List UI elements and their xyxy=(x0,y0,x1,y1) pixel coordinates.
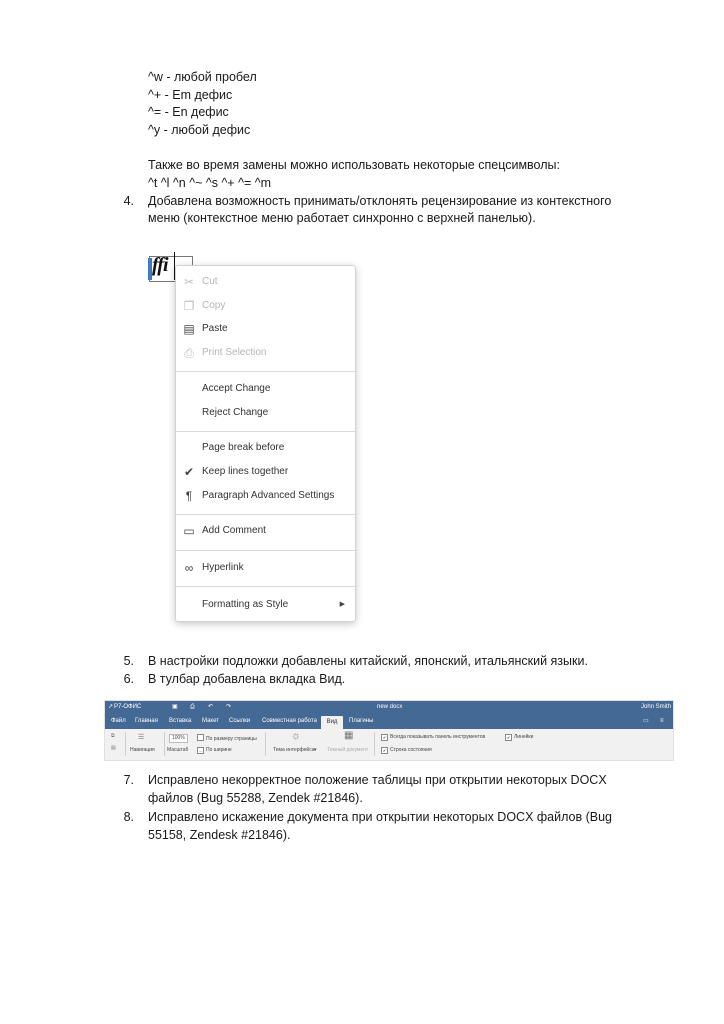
copy-icon: ❐ xyxy=(183,299,195,313)
dark-document-icon: ▦ xyxy=(344,730,354,741)
undo-icon[interactable]: ↶ xyxy=(208,704,214,710)
user-name[interactable]: John Smith xyxy=(641,704,672,710)
list-item-number: 8. xyxy=(123,810,134,824)
menu-separator xyxy=(176,431,355,432)
pilcrow-icon: ¶ xyxy=(185,489,193,503)
menu-item-accept-change[interactable]: Accept Change xyxy=(202,383,271,394)
menu-icon[interactable]: ≡ xyxy=(660,718,664,724)
doc-line: Также во время замены можно использовать некоторые спецсимволы: xyxy=(148,158,560,172)
menu-item-formatting-as-style[interactable]: Formatting as Style ▶ xyxy=(176,595,355,615)
checkmark-icon: ✔ xyxy=(382,748,387,753)
doc-line: ^w - любой пробел xyxy=(148,70,257,84)
print-icon[interactable]: ⎙ xyxy=(190,704,195,710)
fit-page-button[interactable]: По размеру страницы xyxy=(197,734,257,743)
doc-line: ^y - любой дефис xyxy=(148,123,251,137)
menu-separator xyxy=(176,371,355,372)
copy-style-icon[interactable]: ⧉ xyxy=(111,733,115,739)
list-item-text: Исправлено искажение документа при открытии некоторых DOCX файлов (Bug xyxy=(148,810,613,824)
menu-separator xyxy=(176,514,355,515)
always-show-toolbar-checkbox[interactable]: ✔ Всегда показывать панель инструментов xyxy=(382,734,486,740)
paste-style-icon[interactable]: ▤ xyxy=(111,745,116,751)
list-item-text: файлов (Bug 55288, Zendek #21846). xyxy=(148,791,363,805)
list-item-text: меню (контекстное меню работает синхронно с верхней панелью). xyxy=(148,211,536,225)
redo-icon[interactable]: ↷ xyxy=(226,704,232,710)
list-item-number: 6. xyxy=(123,672,134,686)
menu-item-paragraph-advanced-settings[interactable]: ¶ Paragraph Advanced Settings xyxy=(176,486,355,506)
fragment-text: ffi xyxy=(152,254,168,276)
menu-item-hyperlink[interactable]: ∞ Hyperlink xyxy=(176,558,355,578)
tab-bar xyxy=(105,714,673,729)
menu-separator xyxy=(176,586,355,587)
list-item-text: Добавлена возможность принимать/отклонять рецензирование из контекстного xyxy=(148,194,612,208)
comment-icon: ▭ xyxy=(183,524,195,538)
fit-width-button[interactable]: ↔ По ширине xyxy=(198,747,232,753)
checkmark-icon: ✔ xyxy=(183,465,195,479)
dark-document-button[interactable]: Темный документ xyxy=(327,747,369,753)
list-item-number: 5. xyxy=(123,654,134,668)
scissors-icon: ✂ xyxy=(183,275,195,289)
fit-width-icon: ↔ xyxy=(198,748,203,753)
open-location-icon[interactable]: ▭ xyxy=(643,718,649,724)
sun-icon: ☼ xyxy=(291,730,302,742)
app-name: Р7-ОФИС xyxy=(114,704,142,710)
tab-references[interactable]: Ссылки xyxy=(229,718,251,724)
list-item-text: Исправлено некорректное положение таблицы при открытии некоторых DOCX xyxy=(148,773,607,787)
menu-item-keep-lines-together[interactable]: ✔ Keep lines together xyxy=(176,462,355,482)
checkmark-icon: ✔ xyxy=(382,735,387,740)
tab-layout[interactable]: Макет xyxy=(202,718,219,724)
toolbar-screenshot xyxy=(104,700,674,761)
interface-theme-button[interactable]: Тема интерфейса xyxy=(273,747,315,753)
tab-collaboration[interactable]: Совместная работа xyxy=(262,718,317,724)
status-bar-checkbox[interactable]: ✔ Строка состояния xyxy=(382,747,432,753)
menu-item-page-break-before[interactable]: Page break before xyxy=(202,442,285,453)
navigation-icon[interactable]: ☰ xyxy=(138,734,145,741)
menu-item-add-comment[interactable]: ▭ Add Comment xyxy=(176,521,355,541)
list-item-text: В настройки подложки добавлены китайский, японский, итальянский языки. xyxy=(148,654,588,668)
link-icon: ∞ xyxy=(184,561,194,575)
menu-separator xyxy=(176,550,355,551)
tab-plugins[interactable]: Плагины xyxy=(349,718,374,724)
app-logo: ↗ xyxy=(108,704,114,710)
triangle-right-icon: ▶ xyxy=(339,601,345,608)
list-item-number: 7. xyxy=(123,773,134,787)
tab-file[interactable]: Файл xyxy=(111,718,126,724)
zoom-select[interactable]: 100% xyxy=(169,734,188,743)
document-title: new docx xyxy=(377,704,403,710)
context-menu xyxy=(175,265,356,622)
chevron-down-icon[interactable]: ▾ xyxy=(314,747,317,753)
menu-item-copy[interactable]: ❐ Copy xyxy=(176,296,355,316)
menu-item-cut[interactable]: ✂ Cut xyxy=(176,272,355,292)
menu-item-reject-change[interactable]: Reject Change xyxy=(202,407,269,418)
tab-insert[interactable]: Вставка xyxy=(169,718,192,724)
paste-icon: ▤ xyxy=(183,322,195,336)
printer-icon: ⎙ xyxy=(184,346,194,360)
doc-line: ^t ^l ^n ^~ ^s ^+ ^= ^m xyxy=(148,176,271,190)
list-item-text: В тулбар добавлена вкладка Вид. xyxy=(148,672,346,686)
zoom-label: Масштаб xyxy=(167,747,189,753)
checkmark-icon: ✔ xyxy=(506,735,511,740)
tab-view[interactable]: Вид xyxy=(321,716,343,729)
rulers-checkbox[interactable]: ✔ Линейки xyxy=(506,734,534,740)
title-bar xyxy=(105,701,673,714)
view-tab-panel xyxy=(105,729,673,760)
navigation-button[interactable]: Навигация xyxy=(130,747,155,753)
fit-page-icon xyxy=(197,734,204,741)
menu-item-print-selection[interactable]: ⎙ Print Selection xyxy=(176,343,355,363)
list-item-text: 55158, Zendesk #21846). xyxy=(148,828,291,842)
menu-item-paste[interactable]: ▤ Paste xyxy=(176,319,355,339)
doc-line: ^= - En дефис xyxy=(148,105,229,119)
tab-home[interactable]: Главная xyxy=(135,718,158,724)
list-item-number: 4. xyxy=(123,194,134,208)
doc-line: ^+ - Em дефис xyxy=(148,88,233,102)
save-icon[interactable]: ▣ xyxy=(172,704,178,710)
